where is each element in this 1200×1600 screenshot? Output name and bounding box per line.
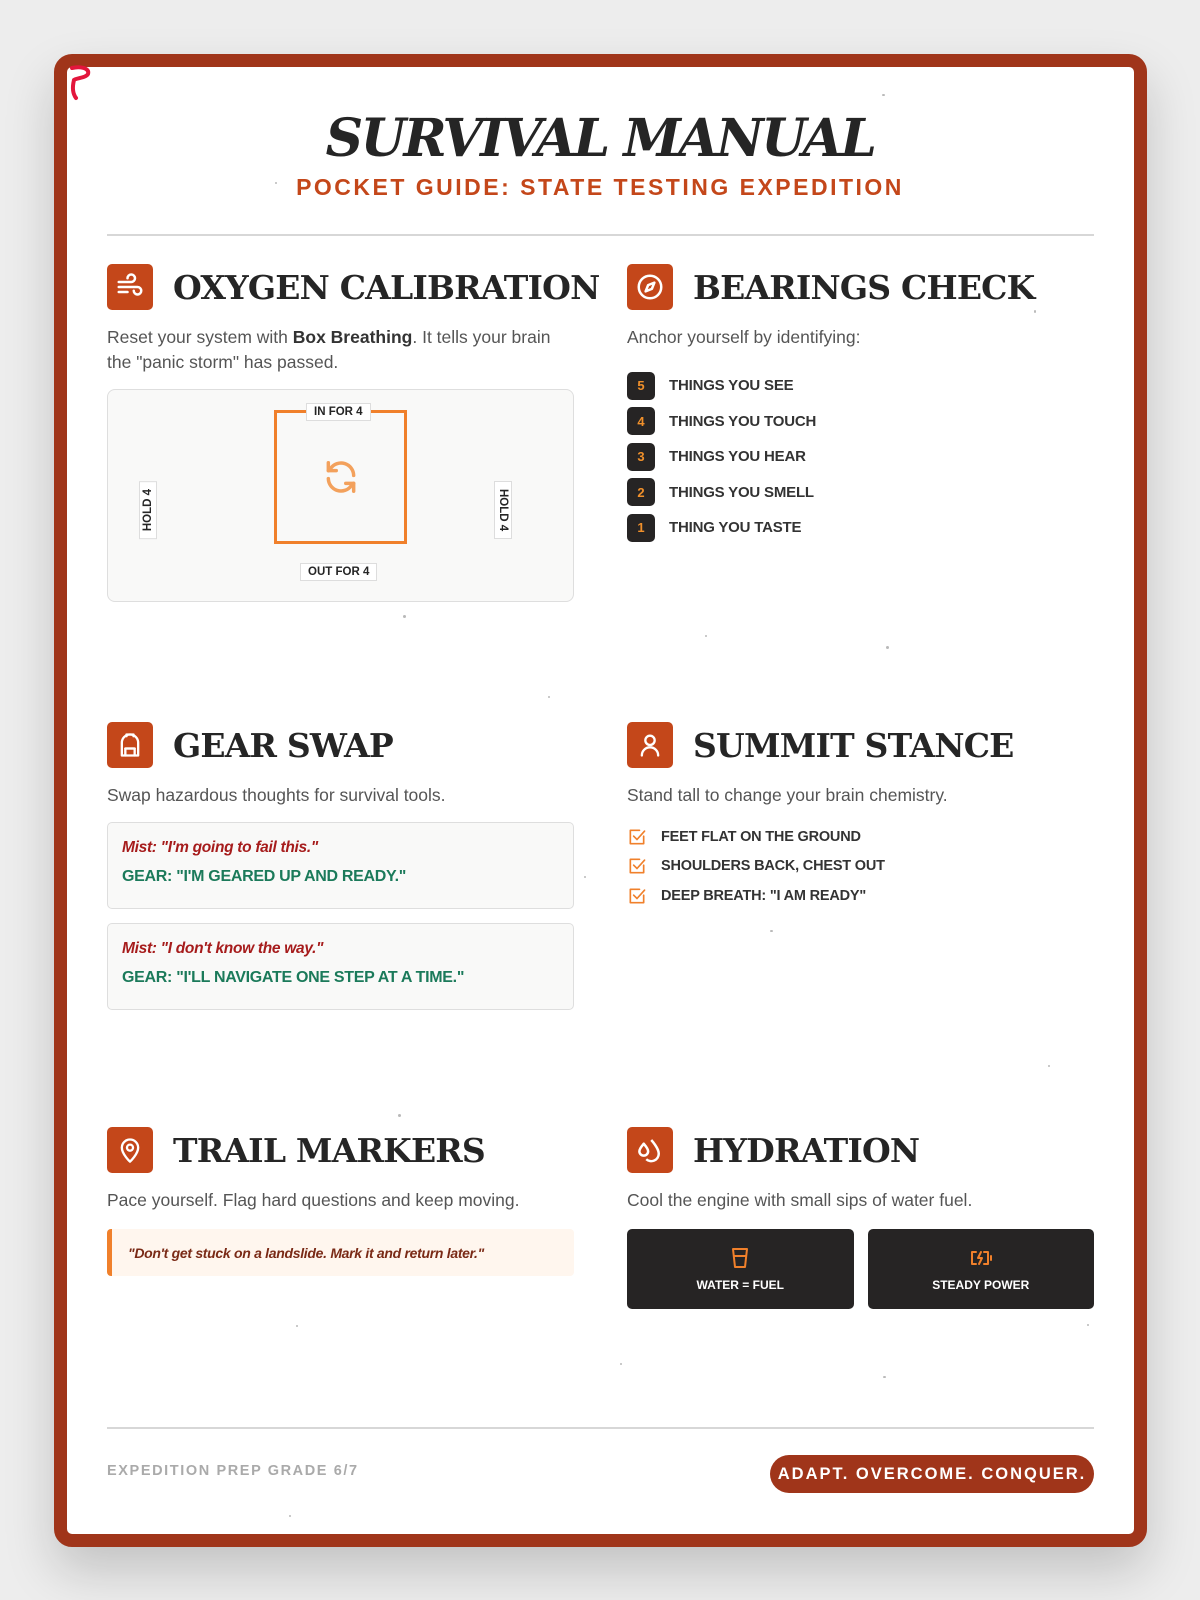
person-icon	[627, 722, 673, 768]
header	[0, 108, 1200, 201]
paper-speck	[620, 1363, 622, 1365]
list-item-text: THINGS YOU SEE	[669, 377, 794, 395]
list-item	[627, 404, 1094, 440]
hold-right-label: HOLD 4	[494, 481, 512, 539]
swap-card	[107, 822, 574, 909]
list-item	[627, 510, 1094, 546]
paper-speck	[886, 646, 889, 649]
gear-thought: GEAR: "I'M GEARED UP AND READY."	[122, 868, 407, 885]
cup-icon	[728, 1246, 752, 1270]
box-breathing-diagram	[107, 389, 574, 602]
section-gear	[107, 722, 574, 1010]
section-description: Anchor yourself by identifying:	[627, 327, 861, 347]
paper-speck	[275, 182, 277, 184]
gear-thought: GEAR: "I'LL NAVIGATE ONE STEP AT A TIME."	[122, 969, 465, 986]
list-item-text: SHOULDERS BACK, CHEST OUT	[661, 858, 885, 875]
trail-note: "Don't get stuck on a landslide. Mark it and return later."	[107, 1229, 574, 1276]
section-title: TRAIL MARKERS	[173, 1130, 485, 1170]
list-item-text: THINGS YOU HEAR	[669, 448, 806, 466]
paper-speck	[1087, 1324, 1089, 1326]
check-square-icon	[627, 856, 647, 876]
map-pin-icon	[107, 1127, 153, 1173]
grounding-list	[627, 368, 1094, 546]
stance-checklist	[627, 822, 1094, 911]
section-title: HYDRATION	[693, 1130, 920, 1170]
list-item-text: DEEP BREATH: "I AM READY"	[661, 887, 867, 904]
list-item-text: THINGS YOU TOUCH	[669, 412, 817, 430]
footer-motto-badge: ADAPT. OVERCOME. CONQUER.	[770, 1455, 1094, 1493]
list-item-text: THING YOU TASTE	[669, 519, 802, 537]
section-title: GEAR SWAP	[173, 725, 393, 765]
footer-grade-label: EXPEDITION PREP GRADE 6/7	[107, 1463, 359, 1479]
list-item-text: FEET FLAT ON THE GROUND	[661, 828, 861, 845]
paper-speck	[296, 1325, 298, 1327]
section-description: Stand tall to change your brain chemistry.	[627, 785, 948, 805]
section-hydration	[627, 1127, 1094, 1309]
paper-speck	[548, 696, 550, 698]
count-badge: 4	[627, 407, 655, 435]
list-item	[627, 439, 1094, 475]
list-item	[627, 368, 1094, 404]
section-description: Reset your system with Box Breathing. It tells your brain the "panic storm" has passed.	[107, 327, 551, 372]
section-title: BEARINGS CHECK	[693, 267, 1035, 307]
section-oxygen	[107, 264, 600, 602]
section-title: SUMMIT STANCE	[693, 725, 1014, 765]
paper-speck	[403, 615, 406, 618]
paper-speck	[398, 1114, 401, 1117]
count-badge: 3	[627, 443, 655, 471]
paper-speck	[1034, 310, 1036, 313]
list-item	[627, 852, 1094, 882]
mist-thought: Mist: "I don't know the way."	[122, 940, 324, 957]
list-item	[627, 822, 1094, 852]
page-subtitle: POCKET GUIDE: STATE TESTING EXPEDITION	[296, 174, 904, 200]
bottom-divider	[107, 1427, 1094, 1429]
page-title: SURVIVAL MANUAL	[325, 108, 875, 169]
backpack-icon	[107, 722, 153, 768]
section-description: Pace yourself. Flag hard questions and keep moving.	[107, 1190, 520, 1210]
paper-speck	[882, 94, 885, 96]
hydration-card-label: STEADY POWER	[932, 1278, 1030, 1292]
corner-squiggle-icon	[64, 64, 98, 104]
swap-card	[107, 923, 574, 1010]
section-title: OXYGEN CALIBRATION	[173, 267, 600, 307]
battery-charging-icon	[968, 1246, 994, 1270]
list-item	[627, 881, 1094, 911]
wind-icon	[107, 264, 153, 310]
breathing-square	[274, 410, 407, 544]
paper-speck	[770, 930, 773, 932]
hydration-card	[868, 1229, 1095, 1309]
check-square-icon	[627, 827, 647, 847]
out-label: OUT FOR 4	[300, 563, 377, 581]
count-badge: 1	[627, 514, 655, 542]
section-description: Cool the engine with small sips of water fuel.	[627, 1190, 973, 1210]
paper-speck	[584, 876, 586, 878]
paper-speck	[705, 635, 707, 637]
section-bearings	[627, 264, 1094, 546]
hold-left-label: HOLD 4	[139, 481, 157, 539]
hydration-card	[627, 1229, 854, 1309]
section-summit	[627, 722, 1094, 911]
paper-speck	[1048, 1065, 1050, 1067]
section-description: Swap hazardous thoughts for survival tools.	[107, 785, 446, 805]
paper-speck	[883, 1376, 886, 1378]
top-divider	[107, 234, 1094, 236]
hydration-cards	[627, 1229, 1094, 1309]
count-badge: 5	[627, 372, 655, 400]
section-trail	[107, 1127, 574, 1276]
list-item-text: THINGS YOU SMELL	[669, 483, 814, 501]
mist-thought: Mist: "I'm going to fail this."	[122, 839, 318, 856]
count-badge: 2	[627, 478, 655, 506]
list-item	[627, 475, 1094, 511]
droplets-icon	[627, 1127, 673, 1173]
in-label: IN FOR 4	[306, 403, 371, 421]
check-square-icon	[627, 886, 647, 906]
refresh-icon	[322, 458, 360, 496]
hydration-card-label: WATER = FUEL	[696, 1278, 784, 1292]
paper-speck	[289, 1515, 291, 1517]
compass-icon	[627, 264, 673, 310]
